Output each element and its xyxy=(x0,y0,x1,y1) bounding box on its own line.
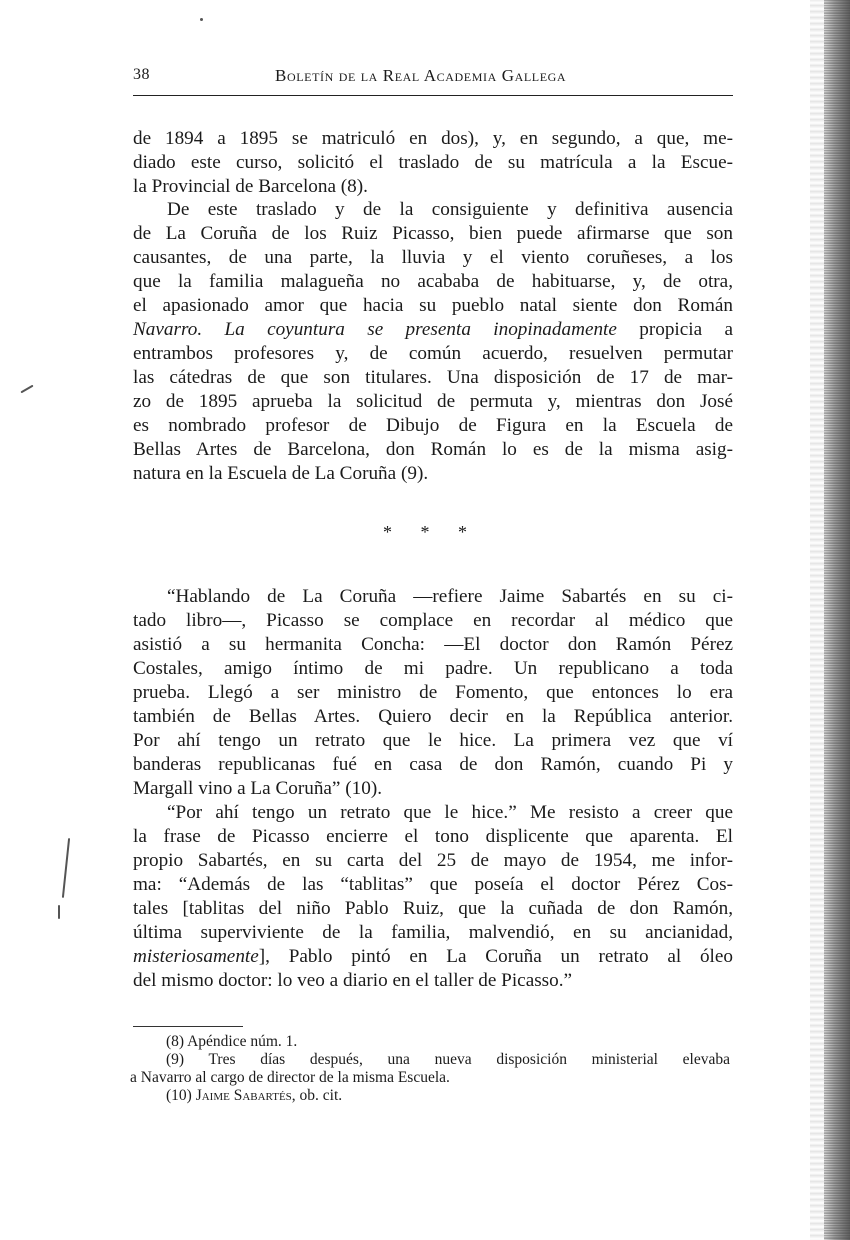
text-line: “Por ahí tengo un retrato que le hice.” Me resisto a creer que xyxy=(167,802,733,823)
text-line: prueba. Llegó a ser ministro de Fomento, que entonces lo era xyxy=(133,682,733,703)
text-line: entrambos profesores y, de común acuerdo, resuelven permutar xyxy=(133,343,733,364)
text-line: Por ahí tengo un retrato que le hice. La primera vez que ví xyxy=(133,730,733,751)
text-line: diado este curso, solicitó el traslado de su matrícula a la Escue- xyxy=(133,152,733,173)
text-line: del mismo doctor: lo veo a diario en el taller de Picasso.” xyxy=(133,970,573,991)
scan-speck xyxy=(200,18,203,21)
scan-speck xyxy=(58,905,60,919)
text-line: de La Coruña de los Ruiz Picasso, bien puede afirmarse que son xyxy=(133,223,733,244)
text-line: banderas republicanas fué en casa de don Ramón, cuando Pi y xyxy=(133,754,733,775)
italic-phrase: Navarro. La coyuntura se presenta inopinadamente xyxy=(133,319,617,340)
text-fragment: ], Pablo pintó en La Coruña un retrato al óleo xyxy=(258,946,733,967)
text-line-italic xyxy=(133,945,733,969)
header-rule xyxy=(133,95,733,96)
text-line: propio Sabartés, en su carta del 25 de mayo de 1954, me infor- xyxy=(133,850,733,871)
text-line: natura en la Escuela de La Coruña (9). xyxy=(133,463,429,484)
text-line: causantes, de una parte, la lluvia y el viento coruñeses, a los xyxy=(133,247,733,268)
text-line: también de Bellas Artes. Quiero decir en la República anterior. xyxy=(133,706,733,727)
page-number: 38 xyxy=(133,66,150,83)
paragraph-1 xyxy=(133,127,733,199)
footnotes xyxy=(130,1033,730,1105)
text-line: “Hablando de La Coruña —refiere Jaime Sabartés en su ci- xyxy=(167,586,733,607)
footnote-9-continuation: a Navarro al cargo de director de la misma Escuela. xyxy=(130,1069,450,1086)
footnote-8: (8) Apéndice núm. 1. xyxy=(166,1033,298,1050)
text-line: Bellas Artes de Barcelona, don Román lo es de la misma asig- xyxy=(133,439,733,460)
journal-title: Boletín de la Real Academia Gallega xyxy=(275,66,567,85)
footnote-text: , ob. cit. xyxy=(291,1087,343,1104)
footnote-9: (9) Tres días después, una nueva disposición ministerial elevaba xyxy=(166,1051,730,1068)
section-separator: * * * xyxy=(383,522,479,542)
paragraph-2 xyxy=(133,198,733,486)
text-line: zo de 1895 aprueba la solicitud de permuta y, mientras don José xyxy=(133,391,733,412)
text-line: De este traslado y de la consiguiente y definitiva ausencia xyxy=(167,199,733,220)
text-line: la Provincial de Barcelona (8). xyxy=(133,176,368,197)
text-line: tales [tablitas del niño Pablo Ruiz, que la cuñada de don Ramón, xyxy=(133,898,733,919)
text-line: de 1894 a 1895 se matriculó en dos), y, en segundo, a que, me- xyxy=(133,128,733,149)
text-line: el apasionado amor que hacia su pueblo natal siente don Román xyxy=(133,295,733,316)
text-line: Margall vino a La Coruña” (10). xyxy=(133,778,383,799)
scan-edge-texture xyxy=(810,0,824,1240)
footnote-author: Jaime Sabartés xyxy=(195,1087,292,1104)
text-line: tado libro—, Picasso se complace en recordar al médico que xyxy=(133,610,733,631)
footnote-marker: (10) xyxy=(166,1087,196,1104)
text-line: que la familia malagueña no acababa de habituarse, y, de otra, xyxy=(133,271,733,292)
text-line-italic xyxy=(133,318,733,342)
text-line: Costales, amigo íntimo de mi padre. Un republicano a toda xyxy=(133,658,733,679)
text-line: asistió a su hermanita Concha: —El doctor don Ramón Pérez xyxy=(133,634,733,655)
text-line: ma: “Además de las “tablitas” que poseía el doctor Pérez Cos- xyxy=(133,874,733,895)
footnote-10 xyxy=(130,1087,730,1105)
paragraph-4 xyxy=(133,801,733,993)
running-head xyxy=(133,66,733,90)
text-line: la frase de Picasso encierre el tono displicente que aparenta. El xyxy=(133,826,733,847)
text-line: las cátedras de que son titulares. Una disposición de 17 de mar- xyxy=(133,367,733,388)
paragraph-3 xyxy=(133,585,733,801)
text-fragment: propicia a xyxy=(616,319,733,340)
text-line: es nombrado profesor de Dibujo de Figura en la Escuela de xyxy=(133,415,733,436)
italic-word: misteriosamente xyxy=(133,946,259,967)
scan-edge-shadow xyxy=(824,0,850,1240)
scan-speck xyxy=(20,385,33,394)
text-line: última superviviente de la familia, malvendió, en su ancianidad, xyxy=(133,922,733,943)
footnote-rule xyxy=(133,1026,243,1027)
scan-speck xyxy=(62,838,70,898)
